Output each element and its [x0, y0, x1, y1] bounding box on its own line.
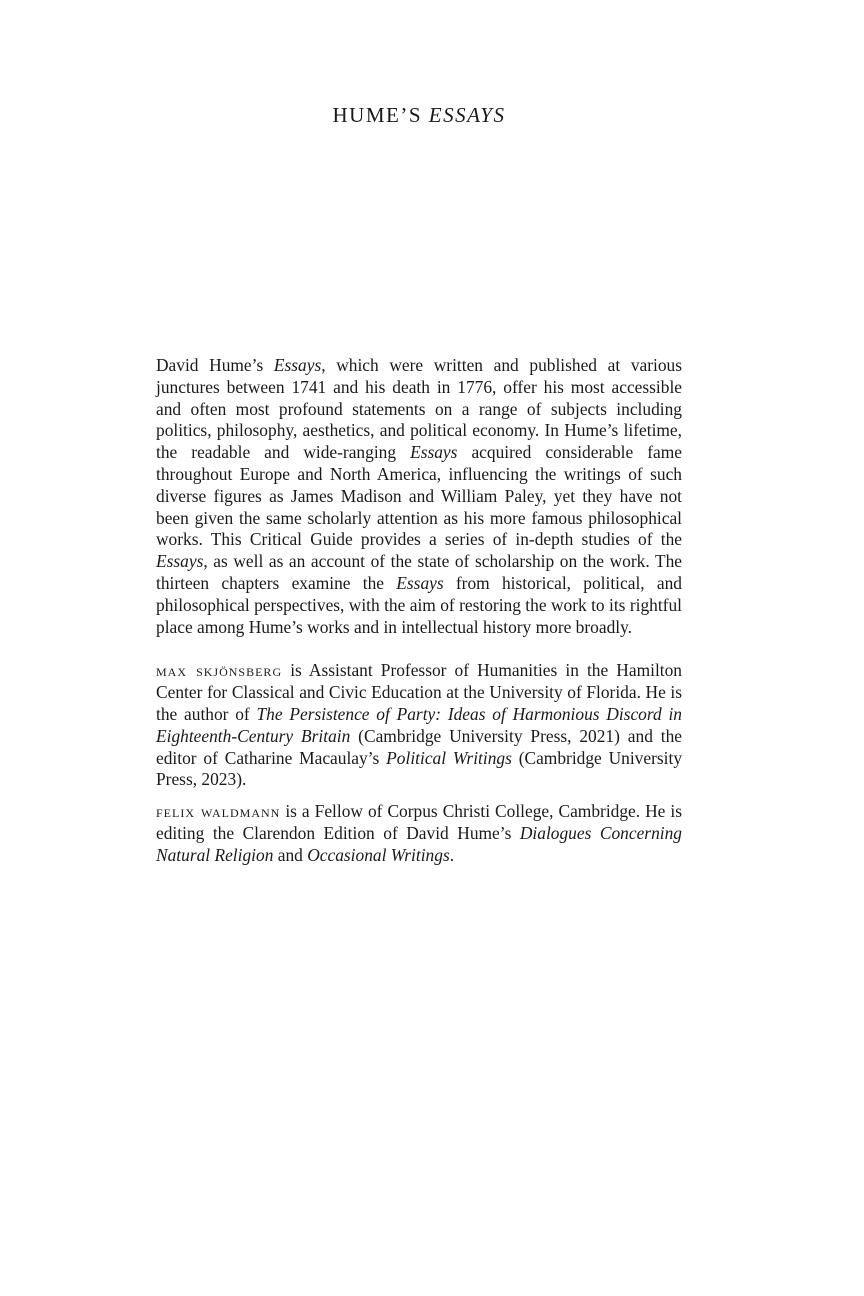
bio1-text-3: (Cambridge University Press, 2023).: [156, 747, 683, 790]
bio2-italic-1: Dialogues Concerning Natural Religion: [156, 822, 682, 865]
main-content: [156, 355, 682, 877]
blurb-italic-4: Essays: [396, 572, 444, 593]
title-author: HUME’S: [332, 103, 423, 127]
bio2-text-3: .: [449, 844, 455, 865]
blurb-text-5: from historical, political, and philosophical perspectives, with the aim of restoring the work to its rightful place among Hume’s works and in intellectual history more broadly.: [156, 572, 682, 637]
editor-name-1: max skjönsberg: [156, 660, 283, 681]
editor-bio-1: [156, 660, 682, 791]
blurb-italic-3: Essays: [156, 551, 204, 572]
bio1-text-2: (Cambridge University Press, 2021) and the editor of Catharine Macaulay’s: [156, 725, 683, 768]
bio1-italic-1: The Persistence of Party: Ideas of Harmonious Discord in Eighteenth-Century Britain: [156, 703, 682, 746]
blurb-italic-1: Essays: [273, 355, 322, 375]
bio2-text-1: is a Fellow of Corpus Christi College, Cambridge. He is editing the Clarendon Edition of David Hume’s: [156, 801, 682, 843]
bio2-italic-2: Occasional Writings: [307, 844, 450, 865]
bio2-text-2: and: [273, 844, 308, 865]
blurb-text-4: , as well as an account of the state of scholarship on the work. The thirteen chapters examine the: [156, 551, 682, 593]
page-title: [0, 101, 838, 129]
blurb-text-3: acquired considerable fame throughout Europe and North America, influencing the writings of such diverse figures as James Madison and William Paley, yet they have not been given the same scholarly attention as his more famous philosophical works. This Critical Guide provides a series of in-depth studies of the: [156, 442, 683, 550]
blurb-italic-2: Essays: [410, 442, 458, 463]
editor-name-2: felix waldmann: [156, 801, 281, 822]
book-description: [156, 355, 682, 638]
blurb-text-1: David Hume’s: [156, 355, 274, 375]
blurb-text-2: , which were written and published at various junctures between 1741 and his death in 1776, offer his most accessible and often most profound statements on a range of subjects including politics, philosophy, aesthetics, and political economy. In Hume’s lifetime, the readable and wide-ranging: [156, 355, 683, 463]
title-work: ESSAYS: [428, 103, 506, 127]
bio1-italic-2: Political Writings: [386, 747, 512, 768]
bio1-text-1: is Assistant Professor of Humanities in the Hamilton Center for Classical and Civic Education at the University of Florida. He is the author of: [156, 660, 682, 724]
editor-bio-2: [156, 801, 682, 866]
